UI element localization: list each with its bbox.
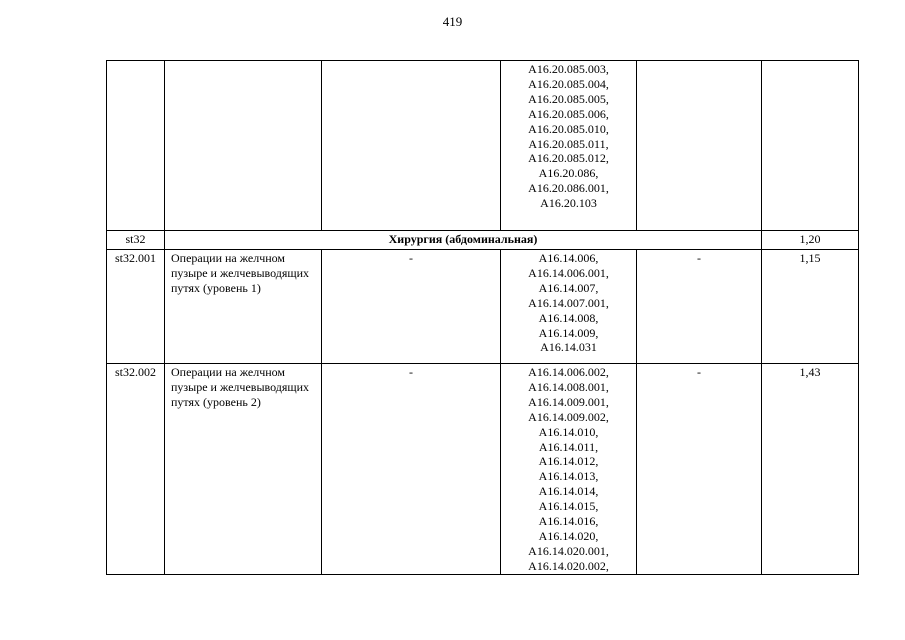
section-row <box>107 231 859 250</box>
procedure-code: A16.14.007.001, <box>528 295 609 310</box>
continuation-row <box>107 61 859 231</box>
row-code: st32.002 <box>107 364 165 575</box>
codes-cell <box>501 61 637 231</box>
row-code: st32.001 <box>107 250 165 364</box>
row-col3: - <box>322 250 501 364</box>
procedure-code: A16.20.085.012, <box>528 151 609 166</box>
procedure-code: A16.14.006.001, <box>528 265 609 280</box>
procedure-code: A16.14.006.002, <box>528 365 609 379</box>
tariff-table <box>106 60 859 575</box>
col3-cell <box>322 61 501 231</box>
section-code: st32 <box>107 231 165 250</box>
procedure-code: A16.14.010, <box>538 424 599 439</box>
procedure-code: A16.20.085.006, <box>528 106 609 121</box>
col5-cell <box>637 61 762 231</box>
procedure-code: A16.14.012, <box>538 454 599 469</box>
row-coefficient: 1,43 <box>762 364 859 575</box>
procedure-code: A16.14.009.002, <box>528 409 609 424</box>
procedure-code: A16.20.086.001, <box>528 181 609 196</box>
procedure-code: A16.14.014, <box>538 484 599 499</box>
name-cell <box>165 61 322 231</box>
row-name: Операции на желчном пузыре и желчевыводящих путях (уровень 1) <box>165 250 322 364</box>
row-col5: - <box>637 250 762 364</box>
procedure-code: A16.20.103 <box>540 196 597 211</box>
row-codes <box>501 364 637 575</box>
procedure-code: A16.14.008, <box>538 310 599 325</box>
coefficient-cell <box>762 61 859 231</box>
row-col3: - <box>322 364 501 575</box>
procedure-code: A16.14.011, <box>538 439 599 454</box>
procedure-code: A16.14.013, <box>538 469 599 484</box>
procedure-code: A16.20.085.004, <box>528 76 609 91</box>
page-number: 419 <box>442 14 463 29</box>
procedure-code: A16.14.020.001, <box>528 543 609 558</box>
procedure-code: A16.14.007, <box>538 280 599 295</box>
section-title: Хирургия (абдоминальная) <box>165 231 762 250</box>
section-coefficient: 1,20 <box>762 231 859 250</box>
row-name: Операции на желчном пузыре и желчевыводящих путях (уровень 2) <box>165 364 322 575</box>
procedure-code: A16.20.085.005, <box>528 91 609 106</box>
procedure-code: A16.14.031 <box>540 340 597 355</box>
row-codes <box>501 250 637 364</box>
procedure-code: A16.20.085.010, <box>528 121 609 136</box>
procedure-code: A16.14.016, <box>538 514 599 529</box>
procedure-code: A16.14.009, <box>538 325 599 340</box>
procedure-code: A16.20.086, <box>538 166 599 181</box>
procedure-code: A16.14.009.001, <box>528 394 609 409</box>
procedure-code: A16.14.020, <box>538 528 599 543</box>
table-row <box>107 364 859 575</box>
procedure-code: A16.14.020.002, <box>528 558 609 573</box>
row-col5: - <box>637 364 762 575</box>
procedure-code: A16.14.008.001, <box>528 379 609 394</box>
procedure-code: A16.14.015, <box>538 499 599 514</box>
procedure-code: A16.14.006, <box>538 251 599 265</box>
code-cell <box>107 61 165 231</box>
procedure-code: A16.20.085.003, <box>528 62 609 76</box>
row-coefficient: 1,15 <box>762 250 859 364</box>
procedure-code: A16.20.085.011, <box>528 136 609 151</box>
table-row <box>107 250 859 364</box>
